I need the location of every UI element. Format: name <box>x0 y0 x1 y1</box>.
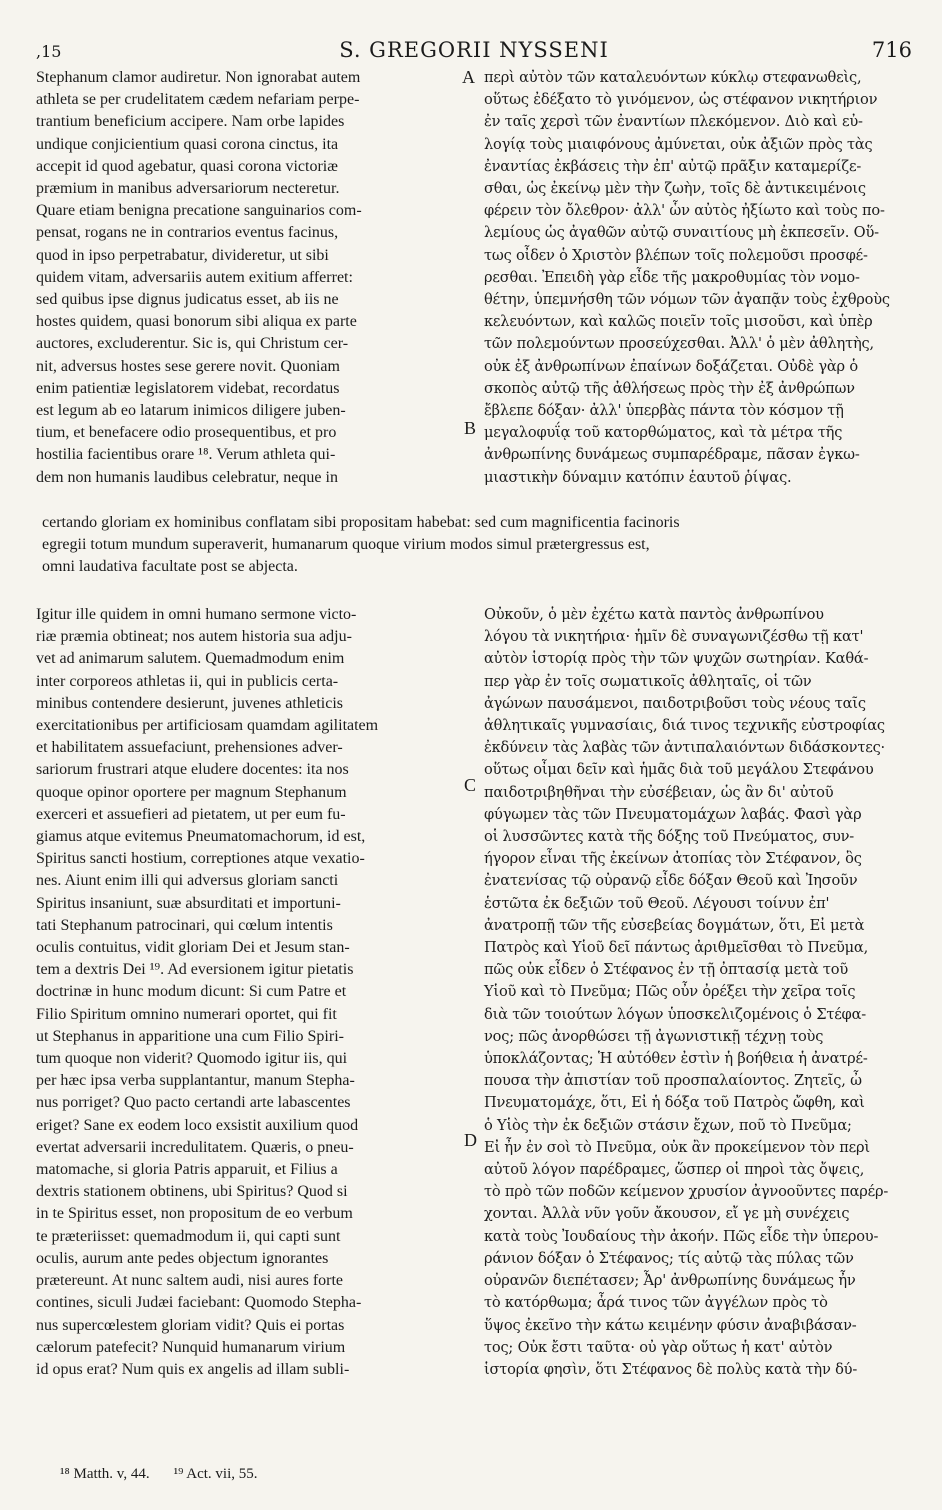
footnote-19: ¹⁹ Act. vii, 55. <box>173 1466 258 1482</box>
greek-column-lower <box>484 604 888 1381</box>
latin-text-line: auctores, excluderentur. Sic is, qui Christum cer- <box>36 335 349 353</box>
margin-letter-a: A <box>462 67 475 87</box>
latin-text-line: Spiritus sancti hostium, correptiones atque vexatio- <box>36 850 365 868</box>
latin-text-line: giamus atque evitemus Pneumatomachorum, id est, <box>36 828 366 846</box>
greek-text-line: κατὰ τοὺς Ἰουδαίους τὴν ἀκοήν. Πῶς εἶδε τὴν ὑπερου- <box>484 1227 879 1245</box>
latin-text-line: quod in ipso perpetrabatur, divideretur, ut sibi <box>36 246 329 264</box>
latin-text-line: sed quibus ipse dignus judicatus esset, ab iis ne <box>36 291 339 309</box>
greek-text-line: ἑστῶτα ἐκ δεξιῶν τοῦ Θεοῦ. Λέγουσι τοίνυν ἐπ' <box>484 894 830 912</box>
latin-text-line: Filio Spiritum omnino numerari oportet, qui fit <box>36 1005 337 1023</box>
latin-text-line: eriget? Sane ex eodem loco exsistit auxilium quod <box>36 1116 359 1134</box>
greek-text-line: διὰ τῶν τοιούτων λόγων ὑποσκελιζομένοις ὁ Στέφα- <box>484 1005 866 1023</box>
latin-text-line: undique conjicientium quasi corona cinctus, ita <box>36 135 339 153</box>
latin-text-line: hostes quidem, quasi bonorum sibi aliqua ex parte <box>36 313 357 331</box>
latin-text-line: egregii totum mundum superaverit, humanarum quoque virium modos simul prætergressus est, <box>42 536 650 554</box>
greek-text-line: πῶς οὐκ εἶδεν ὁ Στέφανος ἐν τῇ ὀπτασίᾳ μετὰ τοῦ <box>484 961 849 979</box>
greek-text-line: περὶ αὐτὸν τῶν καταλευόντων κύκλῳ στεφανωθεὶς, <box>484 69 862 86</box>
latin-text-line: nus porriget? Quo pacto certandi arte labascentes <box>36 1094 351 1112</box>
greek-text-line: μεγαλοφυΐᾳ τοῦ κατορθώματος, καὶ τὰ μέτρα τῆς <box>484 424 843 442</box>
latin-text-line: est legum ab eo latarum inimicos diligere juben- <box>36 402 346 420</box>
greek-text-line: οὕτως οἶμαι δεῖν καὶ ἡμᾶς διὰ τοῦ μεγάλου Στεφάνου <box>484 761 874 779</box>
latin-text-line: certando gloriam ex hominibus conflatam sibi propositam habebat: sed cum magnificentia facinoris <box>42 514 680 531</box>
latin-text-line: nes. Aiunt enim illi qui adversus gloriam sancti <box>36 872 339 890</box>
greek-text-line: ἔβλεπε δόξαν· ἀλλ' ὑπερβὰς πάντα τὸν κόσμον τῇ <box>484 402 844 420</box>
latin-text-line: inter corporeos athletas ii, qui in publicis certa- <box>36 672 339 690</box>
greek-text-line: ἀγώνων παυσάμενοι, παιδοτριβοῦσι τοὺς νέους ταῖς <box>484 694 866 712</box>
greek-text-line: ὑποκλάζοντας; Ἡ αὐτόθεν ἐστὶν ἡ βοήθεια ἡ ἀνατρέ- <box>484 1050 868 1068</box>
margin-letter-b: B <box>464 418 477 438</box>
footnote-18: ¹⁸ Matth. v, 44. <box>60 1466 150 1482</box>
latin-text-line: doctrinæ in hunc modum dicunt: Si cum Patre et <box>36 983 347 1001</box>
greek-text-line: ήγορον εἶναι τῆς ἐκείνων ἀτοπίας τὸν Στέφανον, ὃς <box>484 850 862 868</box>
latin-text-line: quidem vitam, adversariis autem exitium afferret: <box>36 268 353 286</box>
greek-text-line: ἀνατροπῇ τῶν τῆς εὐσεβείας δογμάτων, ὅτι, Εἰ μετὰ <box>484 916 865 934</box>
margin-letter-d: D <box>464 1130 477 1150</box>
latin-text-line: nit, adversus hostes sese gerere novit. Quoniam <box>36 357 340 375</box>
latin-text-line: et habilitatem assuefaciunt, prehensiones adver- <box>36 739 343 757</box>
running-title: S. GREGORII NYSSENI <box>339 38 609 62</box>
greek-text-line: ἀνθρωπίνης δυνάμεως συμπαρέδραμε, πᾶσαν ἐγκω- <box>484 446 860 464</box>
latin-text-line: evertat adversarii incredulitatem. Quæris, o pneu- <box>36 1138 354 1156</box>
greek-text-line: λεμίους ὡς ἀγαθῶν αὐτῷ συναιτίους μὴ ἐκπεσεῖν. Οὕ- <box>484 224 879 242</box>
greek-text-line: τος; Οὐκ ἔστι ταῦτα· οὐ γὰρ οὕτως ἡ κατ' αὐτὸν <box>484 1338 833 1356</box>
greek-text-line: αὐτοῦ λόγον παρέδραμες, ὥσπερ οἱ πηροὶ τὰς ὄψεις, <box>484 1161 865 1179</box>
greek-text-line: παιδοτριβηθῆναι τὴν εὐσέβειαν, ὡς ἂν δι' αὐτοῦ <box>484 783 834 801</box>
greek-text-line: θέτην, ὑπεμνήσθη τῶν νόμων τῶν ἀγαπᾷν τοὺς ἐχθροὺς <box>484 291 890 309</box>
greek-text-line: ἐκδύνειν τὰς λαβὰς τῶν ἀντιπαλαιόντων διδάσκοντες· <box>484 739 885 757</box>
page-number-right: 716 <box>871 38 912 62</box>
greek-text-line: λόγου τὰ νικητήρια· ἡμῖν δὲ συναγωνιζέσθω τῇ κατ' <box>484 628 864 646</box>
greek-text-line: χονται. Ἀλλὰ νῦν γοῦν ἄκουσον, εἴ γε μὴ συνέχεις <box>484 1205 850 1223</box>
greek-text-line: λογίᾳ τοὺς μιαιφόνους ἀμύνεται, οὐκ ἀξιῶν πρὸς τὰς <box>484 135 873 153</box>
latin-text-line: Quare etiam benigna precatione sanguinarios com- <box>36 202 362 220</box>
greek-text-line: αὐτὸν ἱστορίᾳ πρὸς τὴν τῶν ψυχῶν σωτηρίαν. Καθά- <box>484 650 869 668</box>
greek-text-line: ρεσθαι. Ἐπειδὴ γὰρ εἶδε τῆς μακροθυμίας τὸν νομο- <box>484 268 860 286</box>
latin-text-line: ut Stephanus in apparitione una cum Filio Spiri- <box>36 1027 344 1045</box>
latin-text-line: minibus contendere desierunt, juvenes athleticis <box>36 694 344 712</box>
latin-text-line: prætereunt. At nunc saltem audi, nisi aures forte <box>36 1272 344 1290</box>
latin-text-line: tium, et benefacere odio prosequentibus, et pro <box>36 424 337 442</box>
greek-text-line: φύγωμεν τὰς τῶν Πνευματομάχων λαβάς. Φασὶ γὰρ <box>484 805 862 823</box>
latin-text-line: sariorum frustrari atque eludere docentes: ita nos <box>36 761 349 779</box>
latin-text-line: enim patientiæ legislatorem videbat, recordatus <box>36 379 340 397</box>
greek-text-line: κελευόντων, καὶ καλῶς ποιεῖν τοῖς μισοῦσι, καὶ ὑπὲρ <box>484 313 873 331</box>
latin-text-line: cælorum patefecit? Nunquid humanarum virium <box>36 1338 346 1356</box>
greek-text-line: ὕψος ἐκεῖνο τὴν κάτω κειμένην φύσιν ἀναβιβάσαν- <box>484 1316 857 1334</box>
latin-text-line: Spiritus insaniunt, suæ absurditati et importuni- <box>36 894 341 912</box>
latin-text-line: oculis, aurum ante pedes objectum ignorantes <box>36 1249 329 1267</box>
page-header <box>36 38 912 68</box>
greek-text-line: οὐρανῶν διεπέτασεν; Ἆρ' ἀνθρωπίνης δυνάμεως ἦν <box>484 1272 856 1290</box>
latin-text-line: riæ præmia obtineat; nos autem historia sua adju- <box>36 628 352 646</box>
greek-text-line: ὁ Υἱὸς τὴν ἐκ δεξιῶν στάσιν ἔχων, ποῦ τὸ Πνεῦμα; <box>484 1116 852 1134</box>
latin-text-line: in te Spiritus esset, non propositum de eo verbum <box>36 1205 353 1223</box>
greek-text-line: Πατρὸς καὶ Υἱοῦ δεῖ πάντως ἀριθμεῖσθαι τὸ Πνεῦμα, <box>484 939 869 957</box>
greek-text-line: σκοπὸς αὐτῷ τῆς ἀθλήσεως πρὸς τὴν ἐξ ἀνθρώπων <box>484 379 855 397</box>
greek-text-line: οἱ λυσσῶντες κατὰ τῆς δόξης τοῦ Πνεύματος, συν- <box>484 828 855 846</box>
latin-text-line: per hæc ipsa verba supplantantur, manum Stepha- <box>36 1072 355 1090</box>
latin-text-line: tum quoque non viderit? Quomodo igitur iis, qui <box>36 1050 348 1068</box>
greek-text-line: Πνευματομάχε, ὅτι, Εἰ ἡ δόξα τοῦ Πατρὸς ὤφθη, καὶ <box>484 1094 865 1112</box>
greek-text-line: τὸ πρὸ τῶν ποδῶν κείμενον χρυσίον ἀγνοοῦντες παρέρ- <box>484 1183 889 1201</box>
latin-text-line: matomache, si gloria Patris apparuit, et Filius a <box>36 1161 338 1179</box>
latin-text-line: vet ad animarum salutem. Quemadmodum enim <box>36 650 345 668</box>
greek-text-line: ἐναντίας ἐκβάσεις τὴν ἐπ' αὐτῷ πρᾶξιν καταμερίζε- <box>484 157 862 175</box>
latin-text-line: quoque opinor oportere per magnum Stephanum <box>36 783 347 801</box>
greek-text-line: οὕτως ἐδέξατο τὸ γινόμενον, ὡς στέφανον νικητήριον <box>484 91 878 109</box>
greek-text-line: σθαι, ὡς ἐκείνῳ μὲν τὴν ζωὴν, τοῖς δὲ ἀντικειμένοις <box>484 180 866 198</box>
latin-text-line: Igitur ille quidem in omni humano sermone victo- <box>36 606 357 623</box>
latin-text-line: exerceri et assuefieri ad pietatem, ut per eum fu- <box>36 805 346 823</box>
greek-text-line: οὐκ ἐξ ἀνθρωπίνων ἐπαίνων δοξάζεται. Οὐδὲ γὰρ ὁ <box>484 357 858 375</box>
latin-text-line: te præteriisset: quemadmodum ii, qui capti sunt <box>36 1227 341 1245</box>
latin-text-line: tem a dextris Dei ¹⁹. Ad eversionem igitur pietatis <box>36 961 354 979</box>
latin-text-line: hostilia facientibus orare ¹⁸. Verum athleta qui- <box>36 446 336 464</box>
latin-text-line: contines, siculi Judæi faciebant: Quomodo Stepha- <box>36 1294 362 1312</box>
greek-column-upper <box>484 67 890 489</box>
latin-text-line: id opus erat? Num quis ex angelis ad illam subli- <box>36 1360 350 1378</box>
greek-text-line: ἐνατενίσας τῷ οὐρανῷ εἶδε δόξαν Θεοῦ καὶ Ἰησοῦν <box>484 872 858 890</box>
latin-text-line: præmium in manibus adversariorum necteretur. <box>36 180 340 198</box>
latin-text-line: oculis contuitus, vidit gloriam Dei et Jesum stan- <box>36 939 350 957</box>
greek-text-line: νος; πῶς ἀνορθώσει τῇ ἀγωνιστικῇ τέχνῃ τοὺς <box>484 1027 824 1045</box>
latin-text-line: dextris stationem obtinens, ubi Spiritus? Quod si <box>36 1183 348 1201</box>
latin-text-line: exercitationibus per artificiosam quamdam agilitatem <box>36 717 379 735</box>
latin-text-line: omni laudativa facultate post se abjecta. <box>42 558 298 576</box>
greek-text-line: Εἰ ἦν ἐν σοὶ τὸ Πνεῦμα, οὐκ ἂν προκείμενον τὸν περὶ <box>484 1138 870 1156</box>
latin-bridge-paragraph <box>42 512 902 579</box>
latin-column-upper <box>36 67 362 489</box>
page-number-left: ,15 <box>36 42 62 61</box>
margin-letter-c: C <box>464 775 477 795</box>
latin-text-line: nus supercœlestem gloriam vidit? Quis ei portas <box>36 1316 345 1334</box>
latin-column-lower <box>36 604 378 1381</box>
latin-text-line: pensat, rogans ne in contrarios eventus facinus, <box>36 224 339 242</box>
greek-text-line: ἐν ταῖς χερσὶ τῶν ἐναντίων πλεκόμενον. Διὸ καὶ εὐ- <box>484 113 863 131</box>
greek-text-line: μιαστικὴν δύναμιν κατόπιν ἑαυτοῦ ῥίψας. <box>484 468 792 486</box>
latin-text-line: dem non humanis laudibus celebratur, neque in <box>36 468 338 486</box>
latin-text-line: trantium beneficium accipere. Nam orbe lapides <box>36 113 345 131</box>
greek-text-line: Οὐκοῦν, ὁ μὲν ἐχέτω κατὰ παντὸς ἀνθρωπίνου <box>484 606 824 623</box>
greek-text-line: πουσα τὴν ἀπιστίαν τοῦ προσπαλαίοντος. Ζητεῖς, ὦ <box>484 1072 862 1090</box>
greek-text-line: ράνιον δόξαν ὁ Στέφανος; τίς αὐτῷ τὰς πύλας τῶν <box>484 1249 854 1267</box>
greek-text-line: φέρειν τὸν ὄλεθρον· ἀλλ' ὧν αὐτὸς ἠξίωτο καὶ τοὺς πο- <box>484 202 885 220</box>
greek-text-line: τῶν πολεμούντων προσεύχεσθαι. Ἀλλ' ὁ μὲν ἀθλητὴς, <box>484 335 874 353</box>
footnotes <box>60 1466 258 1483</box>
greek-text-line: περ γὰρ ἐν τοῖς σωματικοῖς ἀθληταῖς, οἱ τῶν <box>484 672 812 690</box>
greek-text-line: ἱστορία φησὶν, ὅτι Στέφανος δὲ πολὺς κατὰ τὴν δύ- <box>484 1360 858 1378</box>
greek-text-line: ἀθλητικαῖς γυμνασίαις, διά τινος τεχνικῆς εὐστροφίας <box>484 717 885 735</box>
greek-text-line: τὸ κατόρθωμα; ἆρά τινος τῶν ἀγγέλων πρὸς τὸ <box>484 1294 828 1312</box>
latin-text-line: Stephanum clamor audiretur. Non ignorabat autem <box>36 69 361 86</box>
latin-text-line: tati Stephanum patrocinari, qui cœlum intentis <box>36 916 333 934</box>
latin-text-line: accepit id quod agebatur, quasi corona victoriæ <box>36 157 338 175</box>
latin-text-line: athleta se per crudelitatem cædem nefariam perpe- <box>36 91 360 109</box>
greek-text-line: τως οἶδεν ὁ Χριστὸν βλέπων τοῖς πολεμοῦσι προσφέ- <box>484 246 868 264</box>
greek-text-line: Υἱοῦ καὶ τὸ Πνεῦμα; Πῶς οὖν ὀρέξει τὴν χεῖρα τοῖς <box>484 983 856 1001</box>
